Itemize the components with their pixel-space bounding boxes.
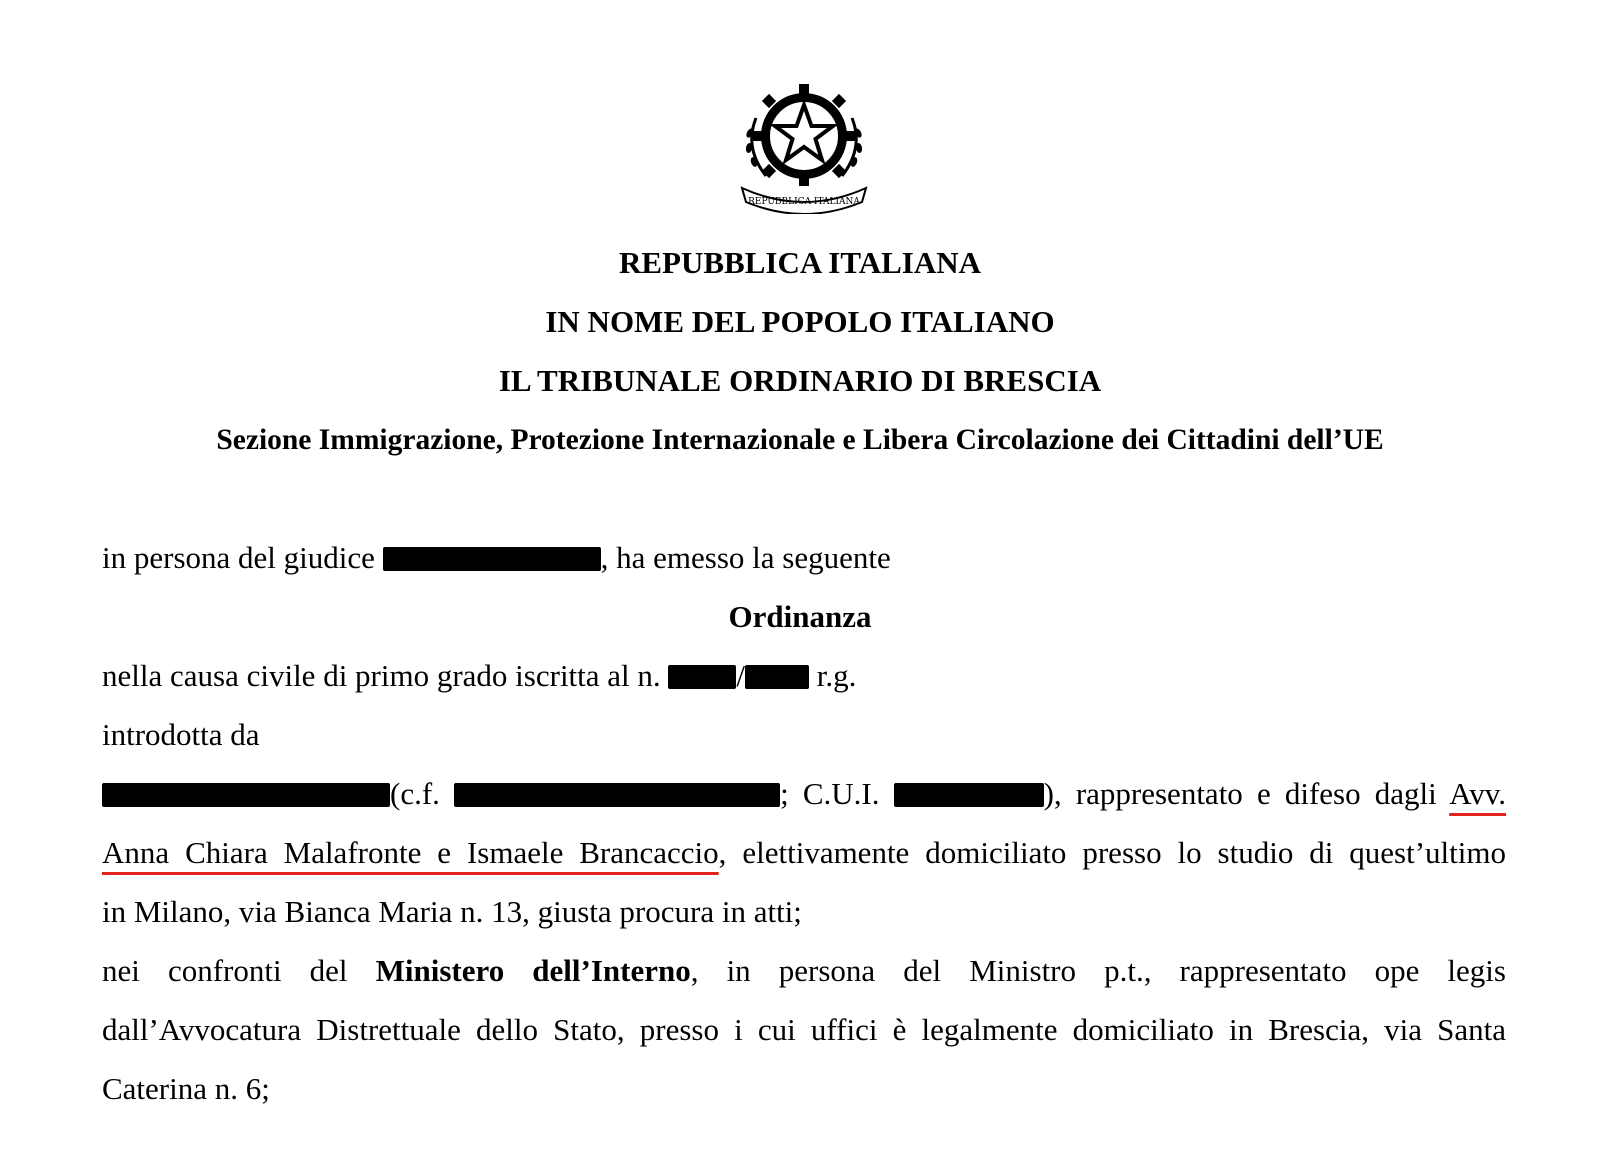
lawyers-title: Avv. bbox=[1449, 776, 1507, 811]
redaction-party-name bbox=[102, 783, 390, 807]
against-line bbox=[102, 951, 1506, 991]
lawyers-line bbox=[102, 833, 1506, 873]
judge-prefix: in persona del giudice bbox=[102, 540, 383, 575]
heading-republic: REPUBBLICA ITALIANA bbox=[618, 245, 982, 280]
emblem-ribbon-text: REPUBBLICA ITALIANA bbox=[748, 197, 860, 207]
represented-text: ), rappresentato e difeso dagli bbox=[1043, 776, 1450, 811]
party-line bbox=[102, 774, 1506, 814]
advocacy-text: dall’Avvocatura Distrettuale dello Stato, presso i cui uffici è legalmente domiciliato in Brescia, via Santa bbox=[102, 1012, 1506, 1047]
address-end-line: Caterina n. 6; bbox=[102, 1071, 270, 1106]
case-number-line bbox=[102, 656, 1506, 696]
judge-suffix: , ha emesso la seguente bbox=[600, 540, 891, 575]
case-prefix: nella causa civile di primo grado iscritta al n. bbox=[102, 658, 669, 693]
against-suffix: , in persona del Ministro p.t., rappresentato ope legis bbox=[690, 953, 1506, 988]
domicile-text: , elettivamente domiciliato presso lo studio di quest’ultimo bbox=[718, 835, 1506, 870]
redaction-judge-name bbox=[383, 547, 601, 571]
redaction-case-number bbox=[668, 665, 736, 689]
redaction-tax-code bbox=[454, 783, 780, 807]
heading-section: Sezione Immigrazione, Protezione Internazionale e Libera Circolazione dei Cittadini dell’UE bbox=[216, 424, 1384, 456]
case-slash: / bbox=[736, 658, 746, 693]
heading-tribunal: IL TRIBUNALE ORDINARIO DI BRESCIA bbox=[498, 363, 1102, 398]
redaction-case-year bbox=[745, 665, 809, 689]
against-prefix: nei confronti del bbox=[102, 953, 376, 988]
advocacy-line bbox=[102, 1010, 1506, 1050]
heading-people: IN NOME DEL POPOLO ITALIANO bbox=[545, 304, 1055, 339]
italian-republic-emblem-icon bbox=[736, 78, 872, 214]
cui-label: ; C.U.I. bbox=[780, 776, 894, 811]
introduced-by-line: introdotta da bbox=[102, 717, 260, 752]
ministry-name: Ministero dell’Interno bbox=[375, 953, 691, 988]
lawyers-names: Anna Chiara Malafronte e Ismaele Brancaccio bbox=[102, 835, 719, 870]
ordinance-title: Ordinanza bbox=[728, 599, 872, 634]
case-suffix: r.g. bbox=[809, 658, 857, 693]
redaction-cui bbox=[894, 783, 1044, 807]
cf-label: (c.f. bbox=[390, 776, 455, 811]
domicile-address-line: in Milano, via Bianca Maria n. 13, giusta procura in atti; bbox=[102, 894, 802, 929]
judge-line bbox=[102, 538, 1506, 578]
